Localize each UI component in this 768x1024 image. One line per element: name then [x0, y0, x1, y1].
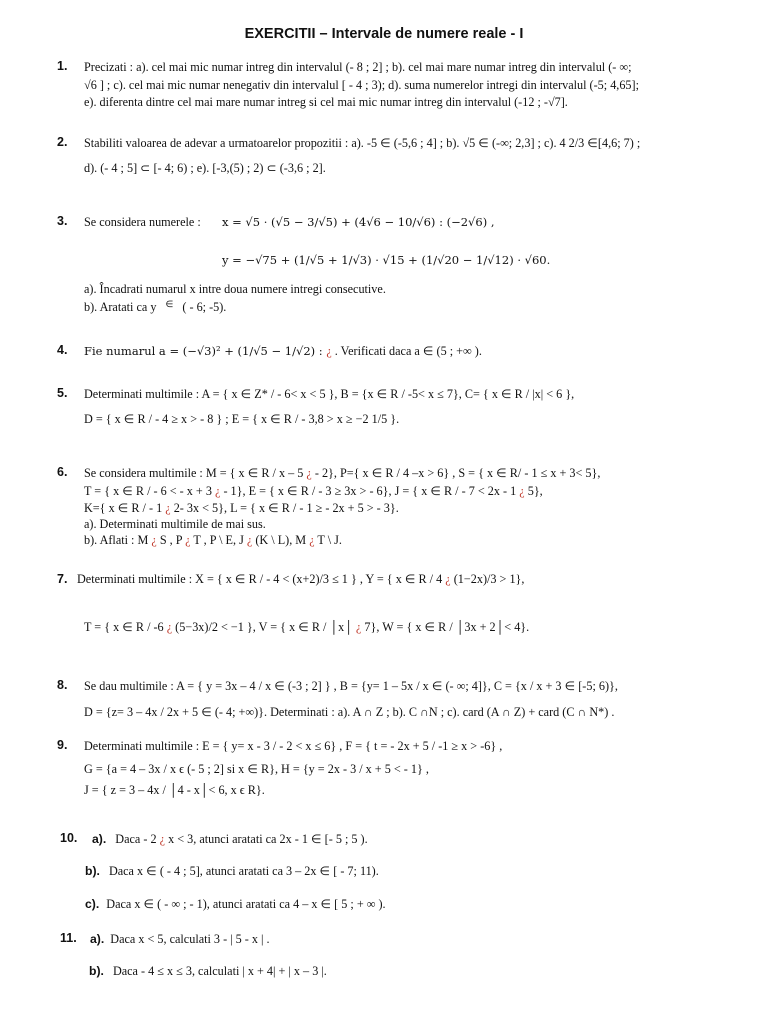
sub-label: b).: [85, 864, 100, 878]
set-text: S , P: [156, 533, 186, 547]
sub-label: b).: [89, 964, 104, 978]
page-title: EXERCITII – Intervale de numere reale - I: [244, 26, 524, 42]
exercise-text: [92, 832, 368, 847]
formula-a: Fie numarul a = (−√3)² + (1/√5 − 1/√2) :: [84, 344, 327, 358]
exercise-text: e). diferenta dintre cel mai mare numar intreg si cel mai mic numar intreg din intervalul (-12 ; -√7].: [84, 95, 568, 109]
exercise-text: [84, 501, 399, 516]
exercise-text: [77, 572, 524, 587]
set-text: Daca - 4 ≤ x ≤ 3, calculati | x + 4| + | x – 3 |.: [112, 964, 327, 978]
exercise-text: Se dau multimile : A = { y = 3x – 4 / x ∈ (-3 ; 2] } , B = {y= 1 – 5x / x ∈ (- ∞; 4]}, C = {x / x + 3 ∈ [-5; 6)},: [84, 679, 618, 693]
set-text: - 1}, E = { x ∈ R / - 3 ≥ 3x > - 6}, J = { x ∈ R / - 7 < 2x - 1: [220, 484, 520, 498]
exercise-number: 6.: [57, 465, 68, 479]
exercise-number: 8.: [57, 678, 68, 692]
set-text: Daca x ∈ ( - 4 ; 5], atunci aratati ca 3 – 2x ∈ [ - 7; 11).: [108, 864, 379, 878]
exercise-text: Stabiliti valoarea de adevar a urmatoarelor propozitii : a). -5 ∈ (-5,6 ; 4] ; b). √5 ∈ (-∞; 2,3] ; c). 4 2/3 ∈[4,6; 7) ;: [84, 136, 641, 150]
set-text: 5},: [524, 484, 543, 498]
exercise-text: [89, 964, 327, 979]
exercise-number: 11.: [60, 931, 77, 945]
exercise-number: 9.: [57, 738, 68, 752]
glyph-mark: ¿: [326, 344, 332, 358]
interval-text: ( - 6; -5).: [182, 300, 227, 314]
set-text: (1−2x)/3 > 1},: [450, 572, 525, 586]
exercise-text: [90, 932, 270, 947]
exercise-text: Se considera numerele :: [84, 215, 201, 229]
glyph-mark: ¿: [214, 484, 221, 498]
set-text: Daca x < 5, calculati 3 - | 5 - x | .: [110, 932, 270, 946]
element-of-symbol: ∈: [165, 299, 174, 309]
set-text: T , P \ E, J: [190, 533, 247, 547]
exercise-text: [85, 864, 379, 879]
glyph-mark: ¿: [519, 484, 525, 498]
exercise-text: [84, 620, 529, 635]
formula-y: y = −√75 + (1/√5 + 1/√3) · √15 + (1/√20 − 1/√12) · √60.: [222, 253, 551, 267]
set-text: Se considera multimile : M = { x ∈ R / x – 5: [84, 466, 307, 480]
set-text: Determinati multimile : X = { x ∈ R / - 4 < (x+2)/3 ≤ 1 } , Y = { x ∈ R / 4: [77, 572, 446, 586]
exercise-text: [84, 533, 342, 548]
exercise-number: 2.: [57, 135, 68, 149]
set-text: (5−3x)/2 < −1 }, V = { x ∈ R / │x│: [172, 620, 356, 634]
exercise-number: 1.: [57, 59, 68, 73]
exercise-text-tail: . Verificati daca a ∈ (5 ; +∞ ).: [331, 344, 482, 358]
exercise-number: 10.: [60, 831, 78, 845]
glyph-mark: ¿: [185, 533, 191, 547]
glyph-mark: ¿: [165, 501, 171, 515]
exercise-text: D = { x ∈ R / - 4 ≥ x > - 8 } ; E = { x ∈ R / - 3,8 > x ≥ −2 1/5 }.: [84, 412, 400, 426]
set-text: Daca x ∈ ( - ∞ ; - 1), atunci aratati ca 4 – x ∈ [ 5 ; + ∞ ).: [106, 897, 386, 911]
sub-label: b). Aratati ca y: [84, 300, 157, 314]
set-text: K={ x ∈ R / - 1: [84, 501, 166, 515]
exercise-text: G = {a = 4 – 3x / x ϵ (- 5 ; 2] si x ∈ R}, H = {y = 2x - 3 / x + 5 < - 1} ,: [84, 762, 429, 776]
exercise-text: a). Determinati multimile de mai sus.: [84, 517, 266, 531]
sub-label: a).: [90, 932, 105, 946]
sub-label: c).: [85, 897, 100, 911]
exercise-number: 5.: [57, 386, 68, 400]
exercise-text: [84, 344, 482, 359]
exercise-text: Determinati multimile : E = { y= x - 3 / - 2 < x ≤ 6} , F = { t = - 2x + 5 / -1 ≥ x > -6} ,: [84, 739, 503, 753]
exercise-text: a). Încadrati numarul x intre doua numere intregi consecutive.: [84, 282, 386, 296]
exercise-text: D = {z= 3 – 4x / 2x + 5 ∈ (- 4; +∞)}. Determinati : a). A ∩ Z ; b). C ∩N ; c). card (A ∩ Z) + card (C ∩ N*) .: [84, 705, 615, 719]
set-text: - 2}, P={ x ∈ R / 4 –x > 6} , S = { x ∈ R/ - 1 ≤ x + 3< 5},: [311, 466, 601, 480]
set-text: b). Aflati : M: [84, 533, 152, 547]
exercise-text: [84, 466, 600, 481]
set-text: T \ J.: [314, 533, 342, 547]
exercise-text: Precizati : a). cel mai mic numar intreg din intervalul (- 8 ; 2] ; b). cel mai mare numar intreg din intervalul (- ∞;: [84, 60, 632, 74]
exercise-text: d). (- 4 ; 5] ⊂ [- 4; 6) ; e). [-3,(5) ; 2) ⊂ (-3,6 ; 2].: [84, 161, 326, 175]
exercise-text: [85, 897, 386, 912]
set-text: (K \ L), M: [252, 533, 310, 547]
sub-label: a).: [92, 832, 107, 846]
exercise-text: [84, 484, 543, 499]
set-text: 2- 3x < 5}, L = { x ∈ R / - 1 ≥ - 2x + 5 > - 3}.: [170, 501, 399, 515]
exercise-number: 3.: [57, 214, 68, 228]
glyph-mark: ¿: [306, 466, 312, 480]
set-text: x < 3, atunci aratati ca 2x - 1 ∈ [- 5 ; 5 ).: [165, 832, 368, 846]
glyph-mark: ¿: [309, 533, 315, 547]
exercise-text: Determinati multimile : A = { x ∈ Z* / - 6< x < 5 }, B = {x ∈ R / -5< x ≤ 7}, C= { x ∈ R / |x| < 6 },: [84, 387, 575, 401]
exercise-text: J = { z = 3 – 4x / │4 - x│< 6, x ϵ R}.: [84, 783, 265, 797]
exercise-text: √6 ] ; c). cel mai mic numar nenegativ din intervalul [ - 4 ; 3); d). suma numerelor intregi din intervalul (-5; 4,65];: [84, 78, 639, 92]
set-text: 7}, W = { x ∈ R / │3x + 2│< 4}.: [361, 620, 530, 634]
exercise-number: 4.: [57, 343, 68, 357]
formula-x: x = √5 · (√5 − 3/√5) + (4√6 − 10/√6) : (−2√6) ,: [222, 215, 495, 229]
set-text: T = { x ∈ R / -6: [84, 620, 167, 634]
glyph-mark: ¿: [151, 533, 157, 547]
glyph-mark: ¿: [166, 620, 173, 634]
set-text: Daca - 2: [115, 832, 160, 846]
glyph-mark: ¿: [445, 572, 451, 586]
glyph-mark: ¿: [355, 620, 362, 634]
glyph-mark: ¿: [159, 832, 166, 846]
exercise-text: [84, 299, 226, 315]
exercise-number: 7.: [57, 572, 68, 586]
glyph-mark: ¿: [246, 533, 253, 547]
set-text: T = { x ∈ R / - 6 < - x + 3: [84, 484, 215, 498]
